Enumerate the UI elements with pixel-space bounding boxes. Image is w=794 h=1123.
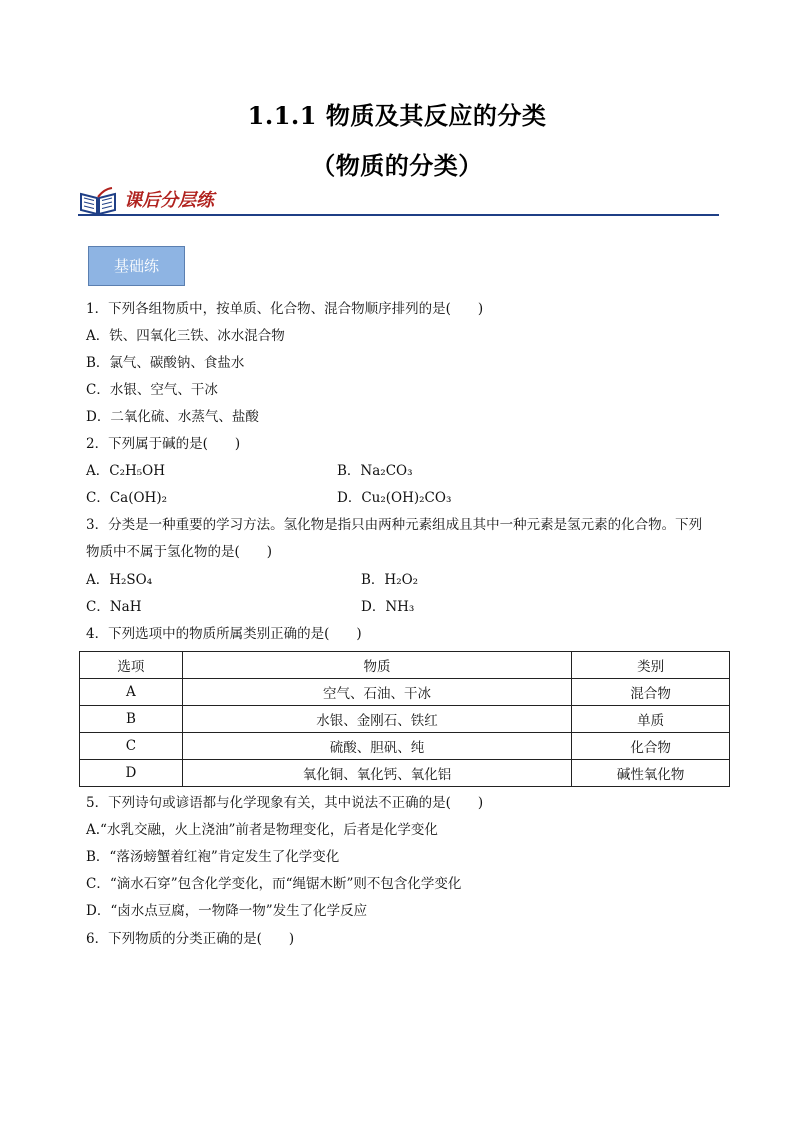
question-1-stem: 1．下列各组物质中，按单质、化合物、混合物顺序排列的是( ) — [86, 301, 484, 317]
table-cell: 单质 — [572, 706, 730, 733]
table-cell: 碱性氧化物 — [572, 760, 730, 787]
question-2-option-d: D．Cu₂(OH)₂CO₃ — [337, 490, 452, 506]
question-3-option-b: B．H₂O₂ — [361, 572, 419, 588]
table-cell: C — [80, 733, 183, 760]
question-1-option-d: D．二氧化硫、水蒸气、盐酸 — [86, 409, 259, 425]
table-cell: B — [80, 706, 183, 733]
section-divider — [78, 214, 719, 216]
table-row — [80, 706, 730, 733]
table-row — [80, 760, 730, 787]
table-cell: 水银、金刚石、铁红 — [182, 706, 571, 733]
question-5-stem: 5．下列诗句或谚语都与化学现象有关，其中说法不正确的是( ) — [86, 795, 484, 811]
classification-table — [79, 651, 730, 787]
question-5-option-a: A.“水乳交融，火上浇油”前者是物理变化，后者是化学变化 — [86, 822, 438, 838]
table-cell: 化合物 — [572, 733, 730, 760]
table-row — [80, 679, 730, 706]
question-1-option-a: A．铁、四氧化三铁、冰水混合物 — [86, 328, 285, 344]
question-3-option-a: A．H₂SO₄ — [86, 572, 153, 588]
formula: Ca(OH)₂ — [109, 490, 168, 506]
formula: Na₂CO₃ — [360, 463, 413, 479]
table-cell: 混合物 — [572, 679, 730, 706]
question-2-stem: 2．下列属于碱的是( ) — [86, 436, 241, 452]
question-3-option-c: C．NaH — [86, 599, 142, 615]
question-5-option-b: B．“落汤螃蟹着红袍”肯定发生了化学变化 — [86, 849, 340, 865]
formula: NH₃ — [385, 599, 415, 615]
table-cell: 硫酸、胆矾、纯 — [182, 733, 571, 760]
question-2-option-a: A．C₂H₅OH — [86, 463, 166, 479]
question-2-option-b: B．Na₂CO₃ — [337, 463, 413, 479]
question-3-stem-line1: 3．分类是一种重要的学习方法。氢化物是指只由两种元素组成且其中一种元素是氢元素的化合物。下列 — [86, 517, 703, 533]
formula: Cu₂(OH)₂CO₃ — [361, 490, 452, 506]
page-title: 1.1.1 物质及其反应的分类 — [247, 101, 547, 130]
question-6-stem: 6．下列物质的分类正确的是( ) — [86, 931, 295, 947]
question-1-option-b: B．氯气、碳酸钠、食盐水 — [86, 355, 245, 371]
table-cell: A — [80, 679, 183, 706]
table-cell: 空气、石油、干冰 — [182, 679, 571, 706]
question-4-stem: 4．下列选项中的物质所属类别正确的是( ) — [86, 626, 362, 642]
question-5-option-d: D．“卤水点豆腐，一物降一物”发生了化学反应 — [86, 903, 368, 919]
formula: H₂SO₄ — [109, 572, 153, 588]
page-subtitle: （物质的分类） — [311, 151, 483, 180]
section-header — [78, 184, 718, 218]
table-header-row — [80, 652, 730, 679]
table-cell: 氧化铜、氧化钙、氧化铝 — [182, 760, 571, 787]
level-badge: 基础练 — [88, 246, 185, 286]
question-3-option-d: D．NH₃ — [361, 599, 415, 615]
formula: NaH — [109, 599, 142, 615]
table-header: 选项 — [80, 652, 183, 679]
table-header: 类别 — [572, 652, 730, 679]
question-5-option-c: C．“滴水石穿”包含化学变化，而“绳锯木断”则不包含化学变化 — [86, 876, 462, 892]
question-3-stem-line2: 物质中不属于氢化物的是( ) — [86, 544, 273, 560]
question-1-option-c: C．水银、空气、干冰 — [86, 382, 218, 398]
table-row — [80, 733, 730, 760]
table-cell: D — [80, 760, 183, 787]
formula: C₂H₅OH — [109, 463, 166, 479]
question-2-option-c: C．Ca(OH)₂ — [86, 490, 168, 506]
book-icon — [78, 186, 118, 216]
formula: H₂O₂ — [384, 572, 419, 588]
section-label: 课后分层练 — [124, 190, 214, 211]
table-header: 物质 — [182, 652, 571, 679]
